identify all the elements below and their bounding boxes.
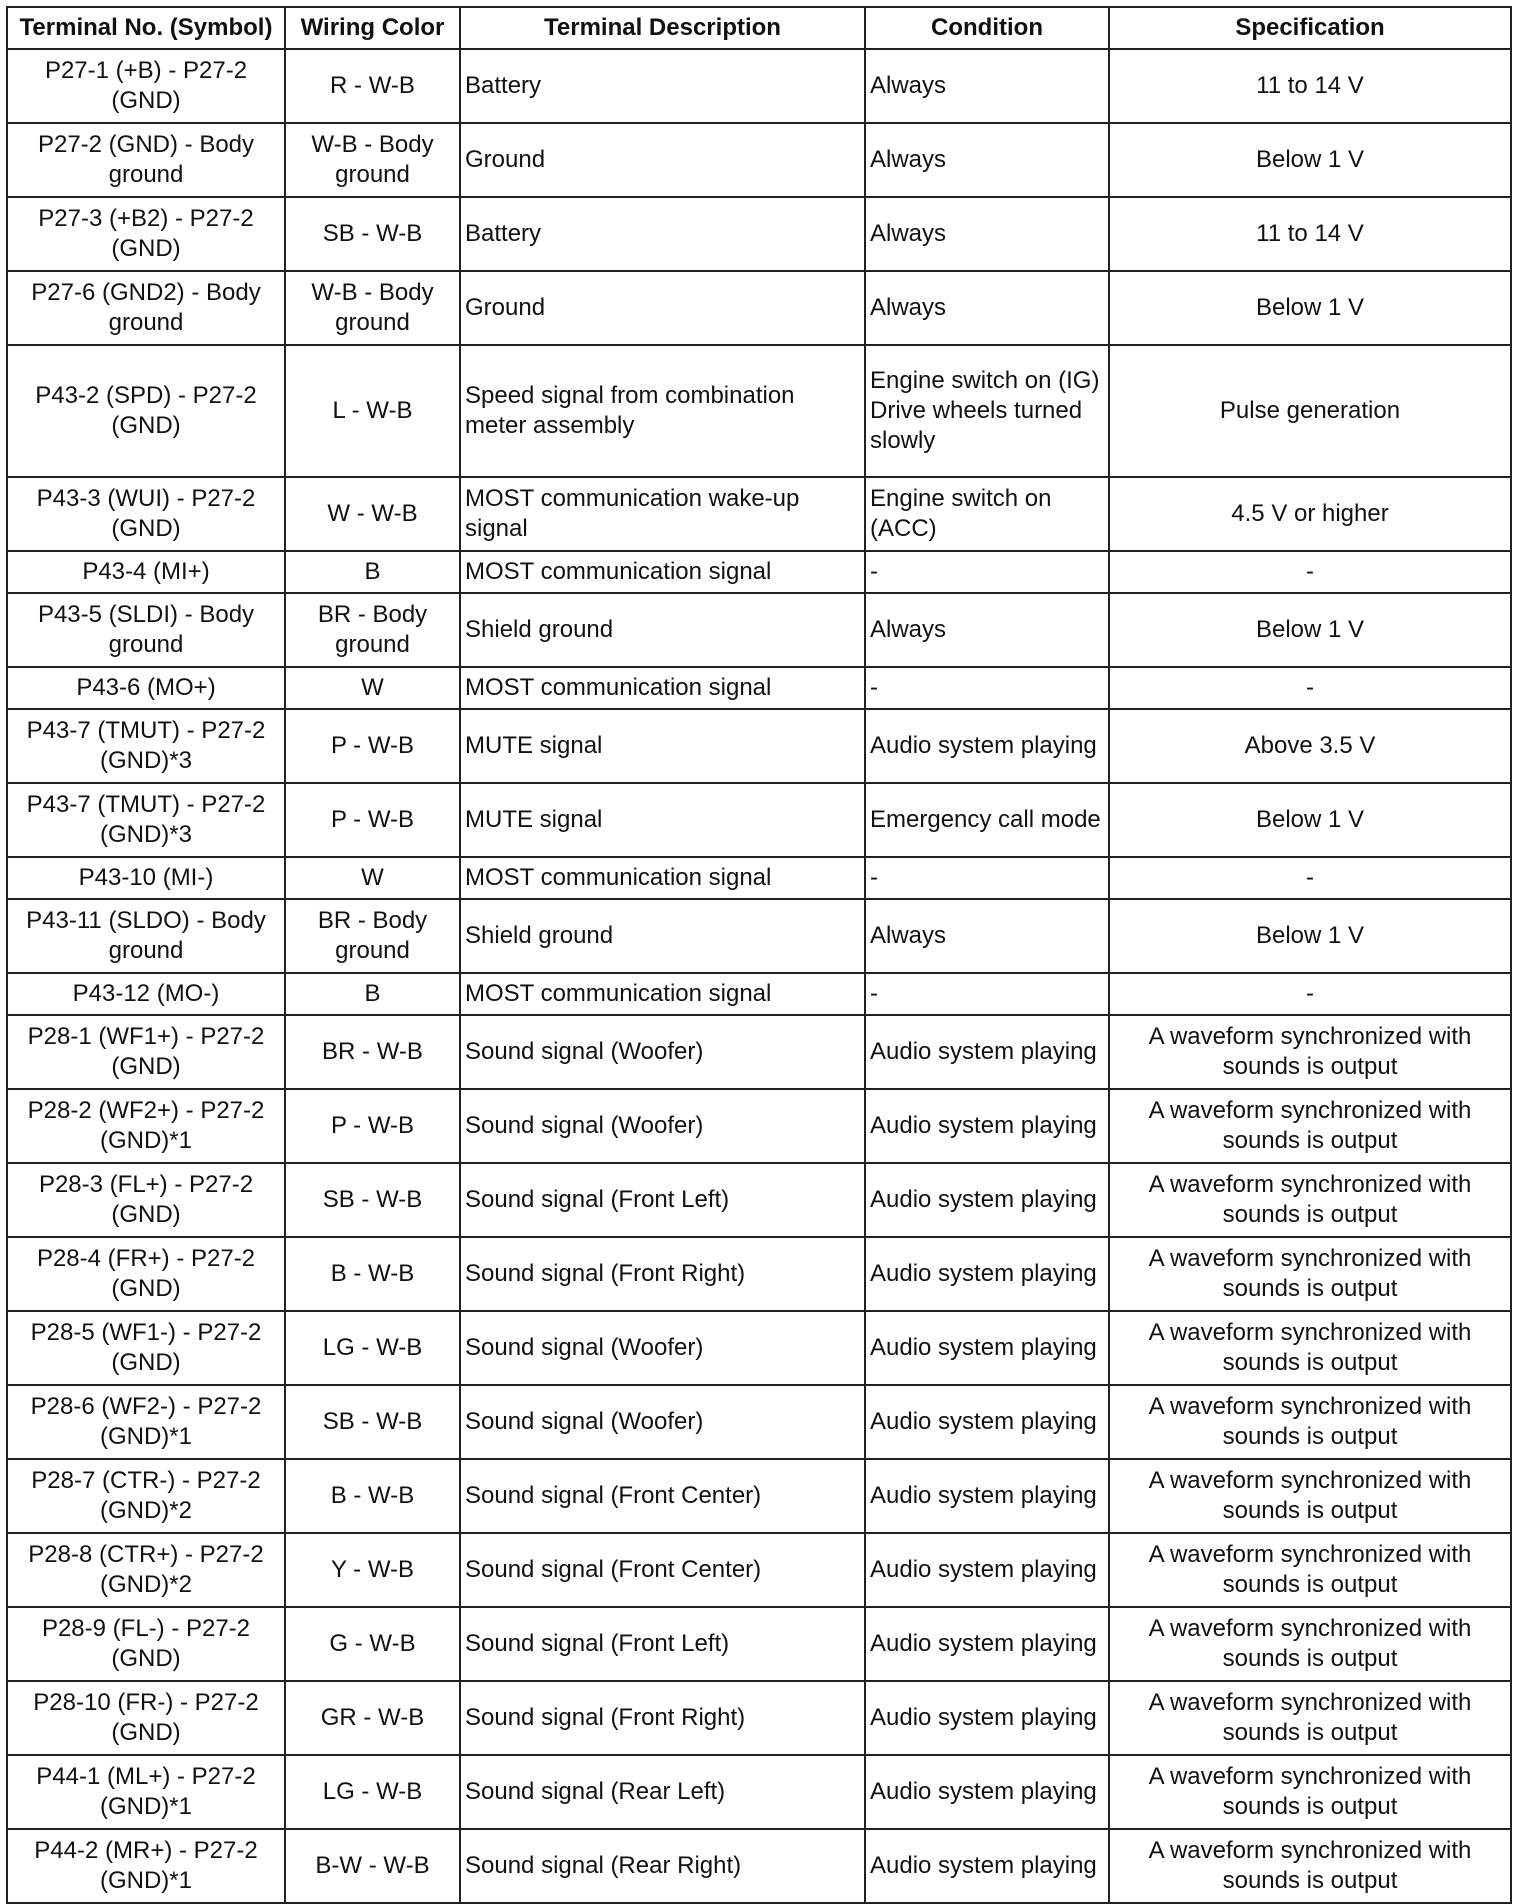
terminal-cell: P27-6 (GND2) - Body ground — [7, 271, 285, 345]
description-cell: Sound signal (Front Center) — [460, 1459, 865, 1533]
wiring-color-cell: Y - W-B — [285, 1533, 460, 1607]
condition-cell: Audio system playing — [865, 1829, 1109, 1903]
table-row — [7, 197, 1511, 271]
header-description: Terminal Description — [460, 7, 865, 49]
wiring-color-cell: P - W-B — [285, 709, 460, 783]
wiring-color-cell: B — [285, 973, 460, 1015]
table-row — [7, 1459, 1511, 1533]
table-row — [7, 1089, 1511, 1163]
description-cell: Sound signal (Woofer) — [460, 1385, 865, 1459]
specification-cell: 4.5 V or higher — [1109, 477, 1511, 551]
wiring-color-cell: BR - W-B — [285, 1015, 460, 1089]
wiring-color-cell: B - W-B — [285, 1459, 460, 1533]
terminal-cell: P28-9 (FL-) - P27-2 (GND) — [7, 1607, 285, 1681]
terminal-cell: P28-8 (CTR+) - P27-2 (GND)*2 — [7, 1533, 285, 1607]
table-row — [7, 123, 1511, 197]
condition-cell: Audio system playing — [865, 1755, 1109, 1829]
wiring-color-cell: B - W-B — [285, 1237, 460, 1311]
terminal-cell: P43-3 (WUI) - P27-2 (GND) — [7, 477, 285, 551]
terminal-cell: P27-3 (+B2) - P27-2 (GND) — [7, 197, 285, 271]
table-row — [7, 271, 1511, 345]
terminal-cell: P43-4 (MI+) — [7, 551, 285, 593]
description-cell: MOST communication signal — [460, 857, 865, 899]
description-cell: Ground — [460, 271, 865, 345]
condition-cell: - — [865, 857, 1109, 899]
condition-cell: - — [865, 667, 1109, 709]
condition-cell: Audio system playing — [865, 1163, 1109, 1237]
specification-cell: A waveform synchronized with sounds is output — [1109, 1607, 1511, 1681]
terminal-cell: P28-7 (CTR-) - P27-2 (GND)*2 — [7, 1459, 285, 1533]
specification-cell: A waveform synchronized with sounds is output — [1109, 1829, 1511, 1903]
condition-cell: Audio system playing — [865, 1681, 1109, 1755]
description-cell: MOST communication wake-up signal — [460, 477, 865, 551]
description-cell: Sound signal (Rear Left) — [460, 1755, 865, 1829]
description-cell: Speed signal from combination meter assembly — [460, 345, 865, 477]
condition-cell: Engine switch on (IG) Drive wheels turned slowly — [865, 345, 1109, 477]
table-row — [7, 1311, 1511, 1385]
description-cell: Battery — [460, 49, 865, 123]
wiring-color-cell: P - W-B — [285, 783, 460, 857]
terminal-cell: P43-5 (SLDI) - Body ground — [7, 593, 285, 667]
specification-cell: Below 1 V — [1109, 123, 1511, 197]
description-cell: MUTE signal — [460, 709, 865, 783]
table-body — [7, 49, 1511, 1903]
specification-cell: A waveform synchronized with sounds is output — [1109, 1459, 1511, 1533]
specification-cell: 11 to 14 V — [1109, 49, 1511, 123]
description-cell: Sound signal (Front Right) — [460, 1237, 865, 1311]
table-row — [7, 857, 1511, 899]
description-cell: Sound signal (Woofer) — [460, 1015, 865, 1089]
description-cell: Shield ground — [460, 593, 865, 667]
condition-cell: Audio system playing — [865, 1089, 1109, 1163]
description-cell: MOST communication signal — [460, 551, 865, 593]
description-cell: Sound signal (Front Right) — [460, 1681, 865, 1755]
table-row — [7, 593, 1511, 667]
condition-cell: Engine switch on (ACC) — [865, 477, 1109, 551]
specification-cell: A waveform synchronized with sounds is output — [1109, 1237, 1511, 1311]
description-cell: Battery — [460, 197, 865, 271]
wiring-color-cell: G - W-B — [285, 1607, 460, 1681]
table-row — [7, 1015, 1511, 1089]
terminal-cell: P44-2 (MR+) - P27-2 (GND)*1 — [7, 1829, 285, 1903]
terminal-cell: P28-5 (WF1-) - P27-2 (GND) — [7, 1311, 285, 1385]
terminal-cell: P28-4 (FR+) - P27-2 (GND) — [7, 1237, 285, 1311]
description-cell: Sound signal (Rear Right) — [460, 1829, 865, 1903]
terminal-cell: P43-7 (TMUT) - P27-2 (GND)*3 — [7, 783, 285, 857]
table-header-row — [7, 7, 1511, 49]
terminal-cell: P43-7 (TMUT) - P27-2 (GND)*3 — [7, 709, 285, 783]
terminal-cell: P27-1 (+B) - P27-2 (GND) — [7, 49, 285, 123]
header-terminal: Terminal No. (Symbol) — [7, 7, 285, 49]
condition-cell: Always — [865, 49, 1109, 123]
wiring-color-cell: W — [285, 667, 460, 709]
description-cell: Sound signal (Front Left) — [460, 1607, 865, 1681]
description-cell: Sound signal (Woofer) — [460, 1089, 865, 1163]
terminal-cell: P43-10 (MI-) — [7, 857, 285, 899]
condition-cell: - — [865, 551, 1109, 593]
wiring-color-cell: W — [285, 857, 460, 899]
header-wiring-color: Wiring Color — [285, 7, 460, 49]
specification-cell: Pulse generation — [1109, 345, 1511, 477]
condition-cell: Always — [865, 123, 1109, 197]
condition-cell: Audio system playing — [865, 1311, 1109, 1385]
condition-cell: Emergency call mode — [865, 783, 1109, 857]
specification-cell: A waveform synchronized with sounds is output — [1109, 1755, 1511, 1829]
condition-cell: Audio system playing — [865, 1607, 1109, 1681]
specification-cell: - — [1109, 551, 1511, 593]
wiring-color-cell: LG - W-B — [285, 1311, 460, 1385]
specification-cell: A waveform synchronized with sounds is output — [1109, 1681, 1511, 1755]
wiring-color-cell: SB - W-B — [285, 1385, 460, 1459]
specification-cell: A waveform synchronized with sounds is output — [1109, 1089, 1511, 1163]
specification-cell: - — [1109, 667, 1511, 709]
description-cell: Sound signal (Front Left) — [460, 1163, 865, 1237]
table-row — [7, 783, 1511, 857]
table-row — [7, 1755, 1511, 1829]
terminal-cell: P43-11 (SLDO) - Body ground — [7, 899, 285, 973]
specification-cell: A waveform synchronized with sounds is output — [1109, 1311, 1511, 1385]
specification-cell: Below 1 V — [1109, 593, 1511, 667]
specification-cell: Above 3.5 V — [1109, 709, 1511, 783]
specification-cell: Below 1 V — [1109, 899, 1511, 973]
description-cell: Ground — [460, 123, 865, 197]
description-cell: Shield ground — [460, 899, 865, 973]
wiring-color-cell: GR - W-B — [285, 1681, 460, 1755]
wiring-color-cell: BR - Body ground — [285, 899, 460, 973]
wiring-color-cell: SB - W-B — [285, 197, 460, 271]
description-cell: Sound signal (Front Center) — [460, 1533, 865, 1607]
wiring-color-cell: SB - W-B — [285, 1163, 460, 1237]
condition-cell: Always — [865, 593, 1109, 667]
wiring-color-cell: W - W-B — [285, 477, 460, 551]
specification-cell: A waveform synchronized with sounds is output — [1109, 1385, 1511, 1459]
condition-cell: Audio system playing — [865, 1385, 1109, 1459]
condition-cell: Audio system playing — [865, 1015, 1109, 1089]
table-row — [7, 551, 1511, 593]
terminal-cell: P43-12 (MO-) — [7, 973, 285, 1015]
specification-cell: 11 to 14 V — [1109, 197, 1511, 271]
condition-cell: Audio system playing — [865, 709, 1109, 783]
table-row — [7, 1681, 1511, 1755]
wiring-color-cell: W-B - Body ground — [285, 271, 460, 345]
wiring-color-cell: W-B - Body ground — [285, 123, 460, 197]
terminal-cell: P28-6 (WF2-) - P27-2 (GND)*1 — [7, 1385, 285, 1459]
terminal-cell: P27-2 (GND) - Body ground — [7, 123, 285, 197]
condition-cell: Audio system playing — [865, 1459, 1109, 1533]
table-row — [7, 667, 1511, 709]
specification-cell: - — [1109, 973, 1511, 1015]
condition-cell: Always — [865, 899, 1109, 973]
specification-cell: A waveform synchronized with sounds is output — [1109, 1533, 1511, 1607]
wiring-color-cell: B-W - W-B — [285, 1829, 460, 1903]
specification-cell: Below 1 V — [1109, 783, 1511, 857]
condition-cell: - — [865, 973, 1109, 1015]
table-row — [7, 477, 1511, 551]
description-cell: MOST communication signal — [460, 667, 865, 709]
terminal-cell: P43-6 (MO+) — [7, 667, 285, 709]
terminal-cell: P28-2 (WF2+) - P27-2 (GND)*1 — [7, 1089, 285, 1163]
wiring-color-cell: LG - W-B — [285, 1755, 460, 1829]
table-row — [7, 1163, 1511, 1237]
condition-cell: Audio system playing — [865, 1237, 1109, 1311]
table-row — [7, 899, 1511, 973]
specification-cell: - — [1109, 857, 1511, 899]
header-specification: Specification — [1109, 7, 1511, 49]
table-row — [7, 1607, 1511, 1681]
condition-cell: Audio system playing — [865, 1533, 1109, 1607]
table-row — [7, 973, 1511, 1015]
specification-cell: Below 1 V — [1109, 271, 1511, 345]
condition-cell: Always — [865, 271, 1109, 345]
terminal-cell: P28-3 (FL+) - P27-2 (GND) — [7, 1163, 285, 1237]
table-row — [7, 49, 1511, 123]
wiring-color-cell: B — [285, 551, 460, 593]
terminal-spec-table — [6, 6, 1512, 1904]
terminal-cell: P28-1 (WF1+) - P27-2 (GND) — [7, 1015, 285, 1089]
wiring-color-cell: L - W-B — [285, 345, 460, 477]
header-condition: Condition — [865, 7, 1109, 49]
description-cell: MUTE signal — [460, 783, 865, 857]
table-row — [7, 1533, 1511, 1607]
description-cell: MOST communication signal — [460, 973, 865, 1015]
wiring-color-cell: BR - Body ground — [285, 593, 460, 667]
specification-cell: A waveform synchronized with sounds is output — [1109, 1015, 1511, 1089]
table-row — [7, 1385, 1511, 1459]
wiring-color-cell: P - W-B — [285, 1089, 460, 1163]
table-row — [7, 345, 1511, 477]
table-row — [7, 709, 1511, 783]
specification-cell: A waveform synchronized with sounds is output — [1109, 1163, 1511, 1237]
terminal-cell: P28-10 (FR-) - P27-2 (GND) — [7, 1681, 285, 1755]
wiring-color-cell: R - W-B — [285, 49, 460, 123]
description-cell: Sound signal (Woofer) — [460, 1311, 865, 1385]
table-row — [7, 1237, 1511, 1311]
condition-cell: Always — [865, 197, 1109, 271]
table-row — [7, 1829, 1511, 1903]
terminal-cell: P44-1 (ML+) - P27-2 (GND)*1 — [7, 1755, 285, 1829]
terminal-cell: P43-2 (SPD) - P27-2 (GND) — [7, 345, 285, 477]
